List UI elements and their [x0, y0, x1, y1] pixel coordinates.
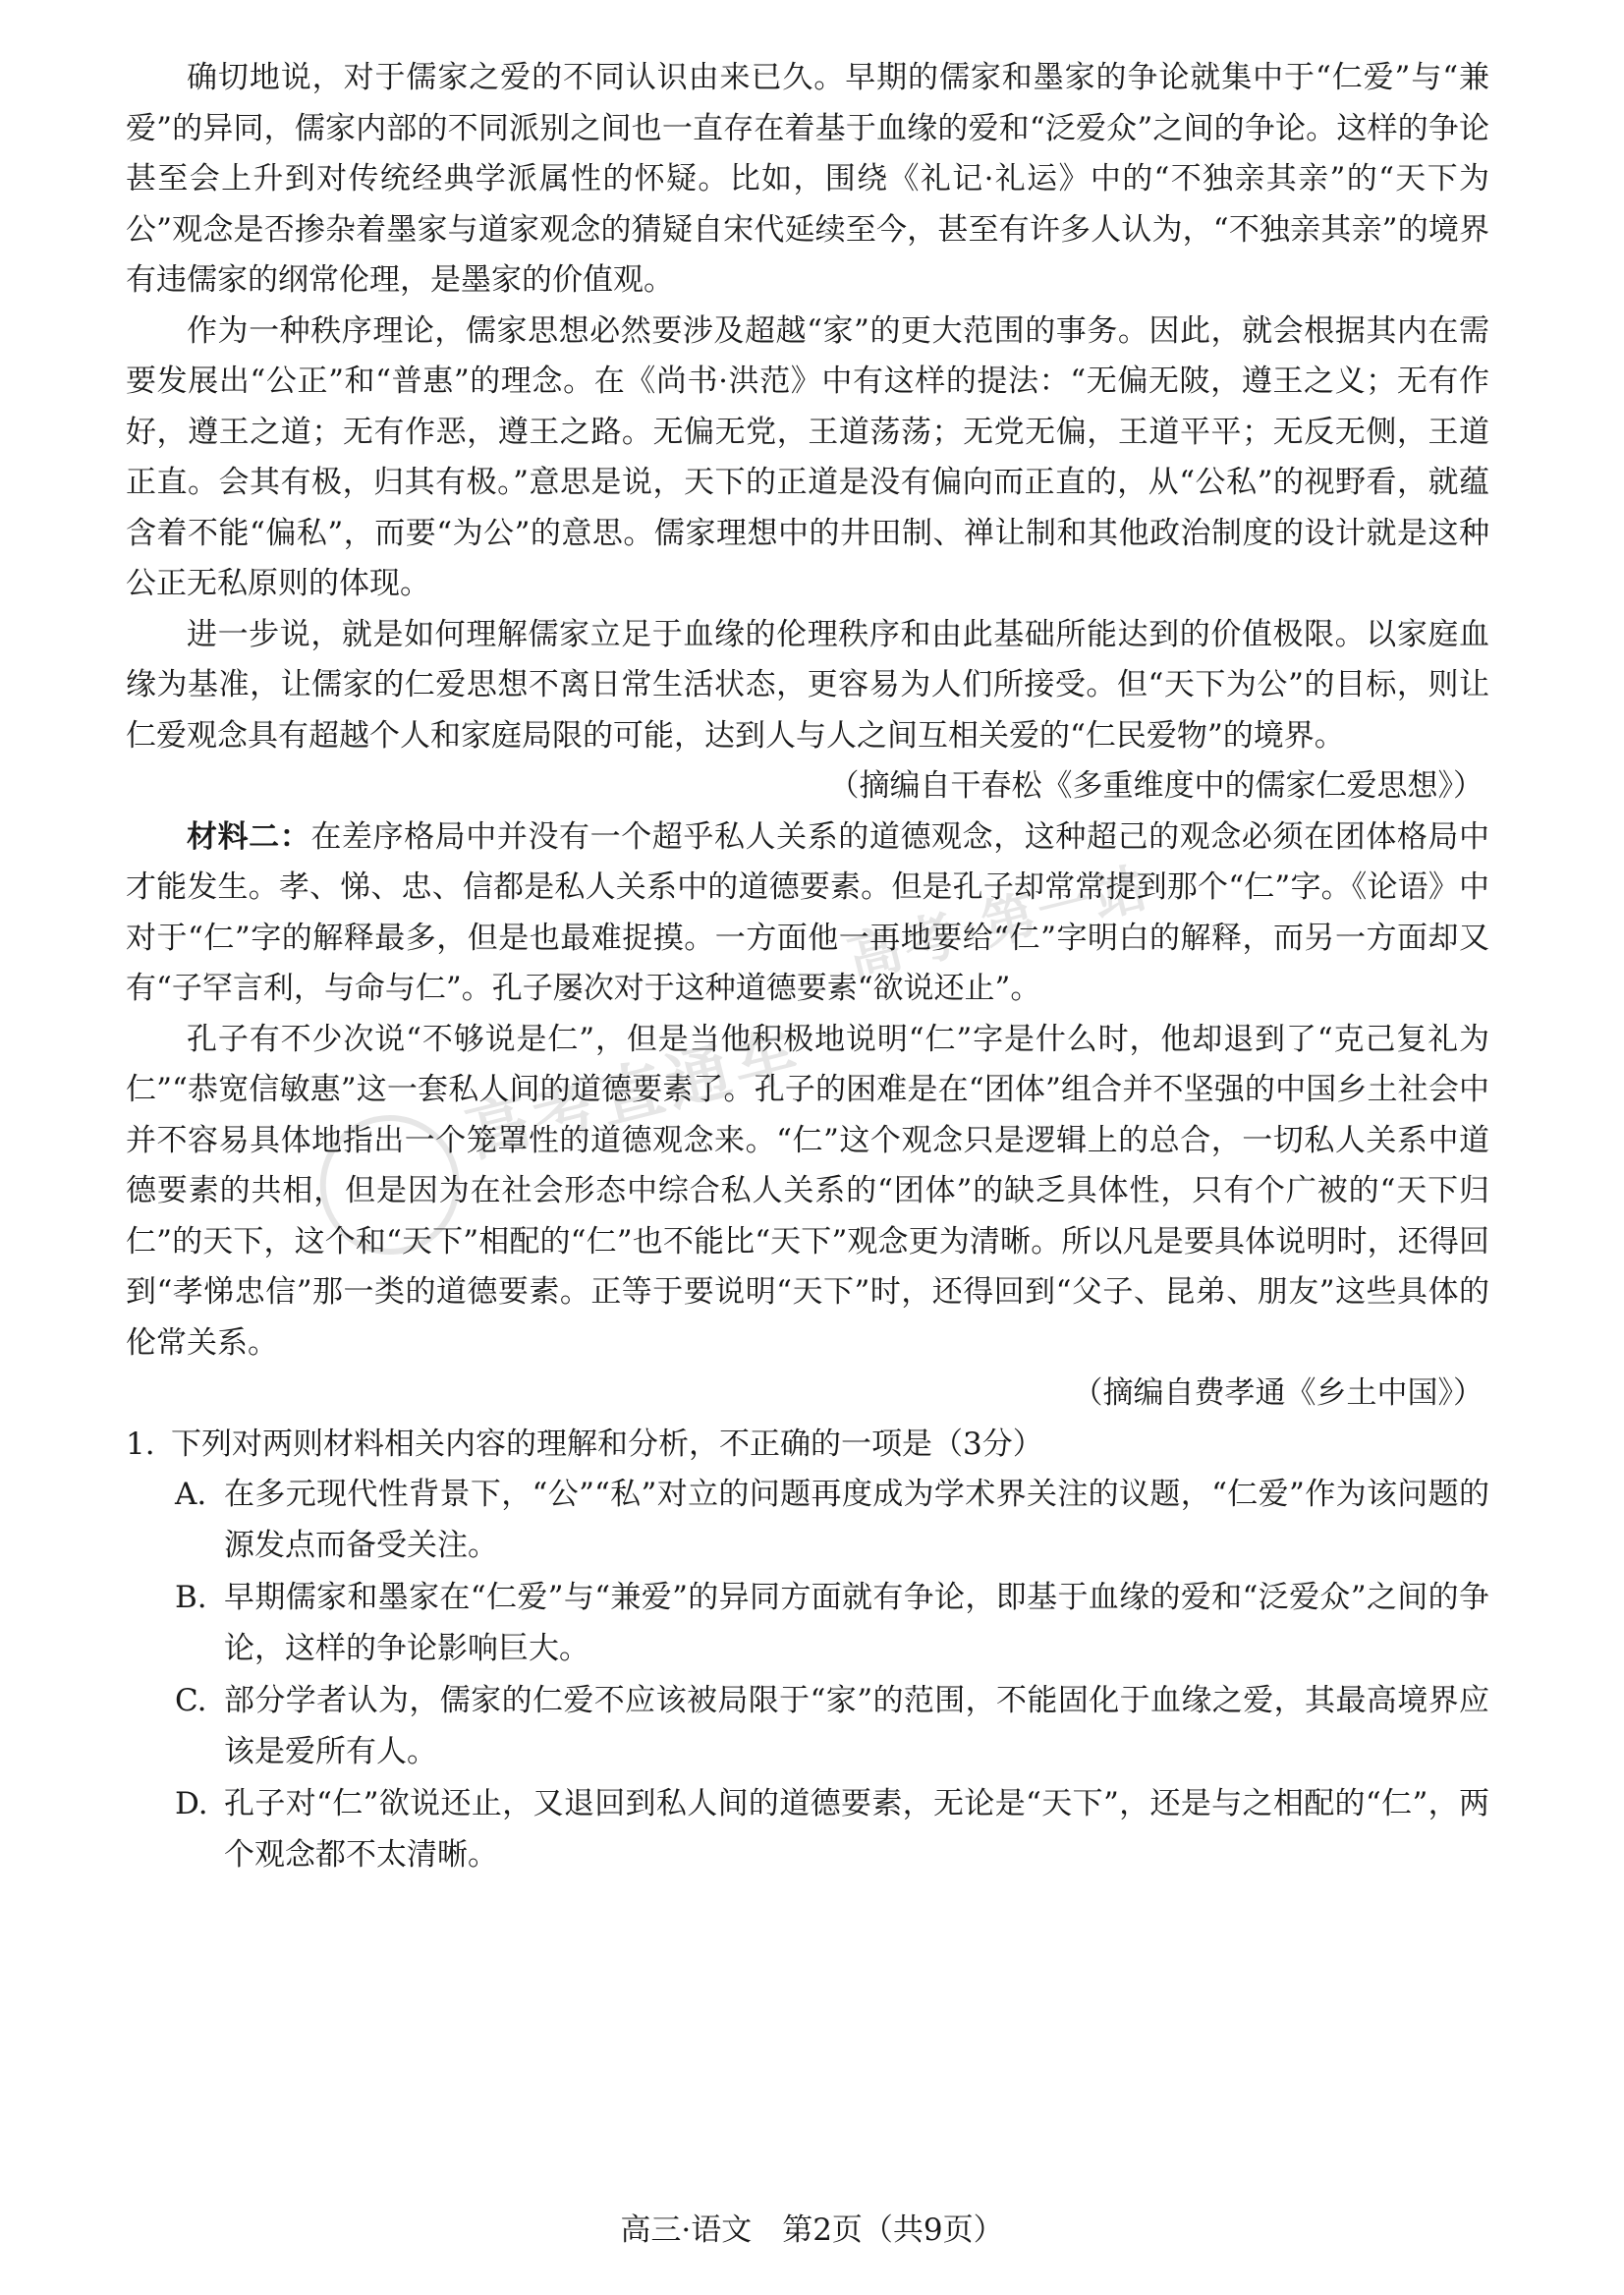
question-1-stem: [126, 1420, 1489, 1471]
option-b-letter: B.: [175, 1580, 207, 1615]
question-1-stem-text: 下列对两则材料相关内容的理解和分析，不正确的一项是（3分）: [171, 1426, 1043, 1462]
option-b-text: 早期儒家和墨家在“仁爱”与“兼爱”的异同方面就有争论，即基于血缘的爱和“泛爱众”之间的争论，这样的争论影响巨大。: [224, 1580, 1489, 1666]
option-c-letter: C.: [175, 1683, 207, 1718]
option-a-letter: A.: [175, 1477, 207, 1512]
material2-paragraph-2: 孔子有不少次说“不够说是仁”，但是当他积极地说明“仁”字是什么时，他却退到了“克己复礼为仁”“恭宽信敏惠”这一套私人间的道德要素了。孔子的困难是在“团体”组合并不坚强的中国乡土社会中并不容易具体地指出一个笼罩性的道德观念来。“仁”这个观念只是逻辑上的总合，一切私人关系中道德要素的共相，但是因为在社会形态中综合私人关系的“团体”的缺乏具体性，只有个广被的“天下归仁”的天下，这个和“天下”相配的“仁”也不能比“天下”观念更为清晰。所以凡是要具体说明时，还得回到“孝悌忠信”那一类的道德要素。正等于要说明“天下”时，还得回到“父子、昆弟、朋友”这些具体的伦常关系。: [126, 1021, 1489, 1361]
material2-paragraph-1-text: 在差序格局中并没有一个超乎私人关系的道德观念，这种超己的观念必须在团体格局中才能发生。孝、悌、忠、信都是私人关系中的道德要素。但是孔子却常常提到那个“仁”字。《论语》中对于“仁”字的解释最多，但是也最难捉摸。一方面他一再地要给“仁”字明白的解释，而另一方面却又有“子罕言利，与命与仁”。孔子屡次对于这种道德要素“欲说还止”。: [126, 818, 1489, 1006]
watermark-text-main: 高考直通车: [459, 1017, 811, 1172]
material2-label: 材料二：: [187, 818, 311, 855]
option-c-text: 部分学者认为，儒家的仁爱不应该被局限于“家”的范围，不能固化于血缘之爱，其最高境界应该是爱所有人。: [224, 1683, 1489, 1769]
option-d: [175, 1779, 1489, 1880]
page-footer: 高三·语文 第2页（共9页）: [620, 2212, 1004, 2248]
option-d-text: 孔子对“仁”欲说还止，又退回到私人间的道德要素，无论是“天下”，还是与之相配的“仁”，两个观念都不太清晰。: [224, 1786, 1489, 1873]
material2-source: （摘编自费孝通《乡土中国》）: [1072, 1375, 1484, 1411]
option-b: [175, 1573, 1489, 1674]
question-1-number: 1.: [126, 1426, 155, 1462]
option-d-letter: D.: [175, 1786, 208, 1821]
material1-source: （摘编自干春松《多重维度中的儒家仁爱思想》）: [828, 768, 1484, 804]
material1-paragraph-1: 确切地说，对于儒家之爱的不同认识由来已久。早期的儒家和墨家的争论就集中于“仁爱”与“兼爱”的异同，儒家内部的不同派别之间也一直存在着基于血缘的爱和“泛爱众”之间的争论。这样的争论甚至会上升到对传统经典学派属性的怀疑。比如，围绕《礼记·礼运》中的“不独亲其亲”的“天下为公”观念是否掺杂着墨家与道家观念的猜疑自宋代延续至今，甚至有许多人认为，“不独亲其亲”的境界有违儒家的纲常伦理，是墨家的价值观。: [126, 60, 1489, 298]
page-content: [126, 53, 1489, 1882]
material2-paragraph-1: [126, 812, 1489, 1015]
material1-paragraph-2: 作为一种秩序理论，儒家思想必然要涉及超越“家”的更大范围的事务。因此，就会根据其内在需要发展出“公正”和“普惠”的理念。在《尚书·洪范》中有这样的提法：“无偏无陂，遵王之义；无有作好，遵王之道；无有作恶，遵王之路。无偏无党，王道荡荡；无党无偏，王道平平；无反无侧，王道正直。会其有极，归其有极。”意思是说，天下的正道是没有偏向而正直的，从“公私”的视野看，就蕴含着不能“偏私”，而要“为公”的意思。儒家理想中的井田制、禅让制和其他政治制度的设计就是这种公正无私原则的体现。: [126, 312, 1489, 601]
material1-paragraph-3: 进一步说，就是如何理解儒家立足于血缘的伦理秩序和由此基础所能达到的价值极限。以家庭血缘为基准，让儒家的仁爱思想不离日常生活状态，更容易为人们所接受。但“天下为公”的目标，则让仁爱观念具有超越个人和家庭局限的可能，达到人与人之间互相关爱的“仁民爱物”的境界。: [126, 616, 1489, 754]
option-a-text: 在多元现代性背景下，“公”“私”对立的问题再度成为学术界关注的议题，“仁爱”作为该问题的源发点而备受关注。: [224, 1477, 1489, 1563]
option-a: [175, 1470, 1489, 1571]
question-1: [126, 1420, 1489, 1881]
watermark-text-secondary: 高考·第一站: [841, 855, 1157, 991]
question-1-options: [126, 1470, 1489, 1880]
option-c: [175, 1676, 1489, 1777]
